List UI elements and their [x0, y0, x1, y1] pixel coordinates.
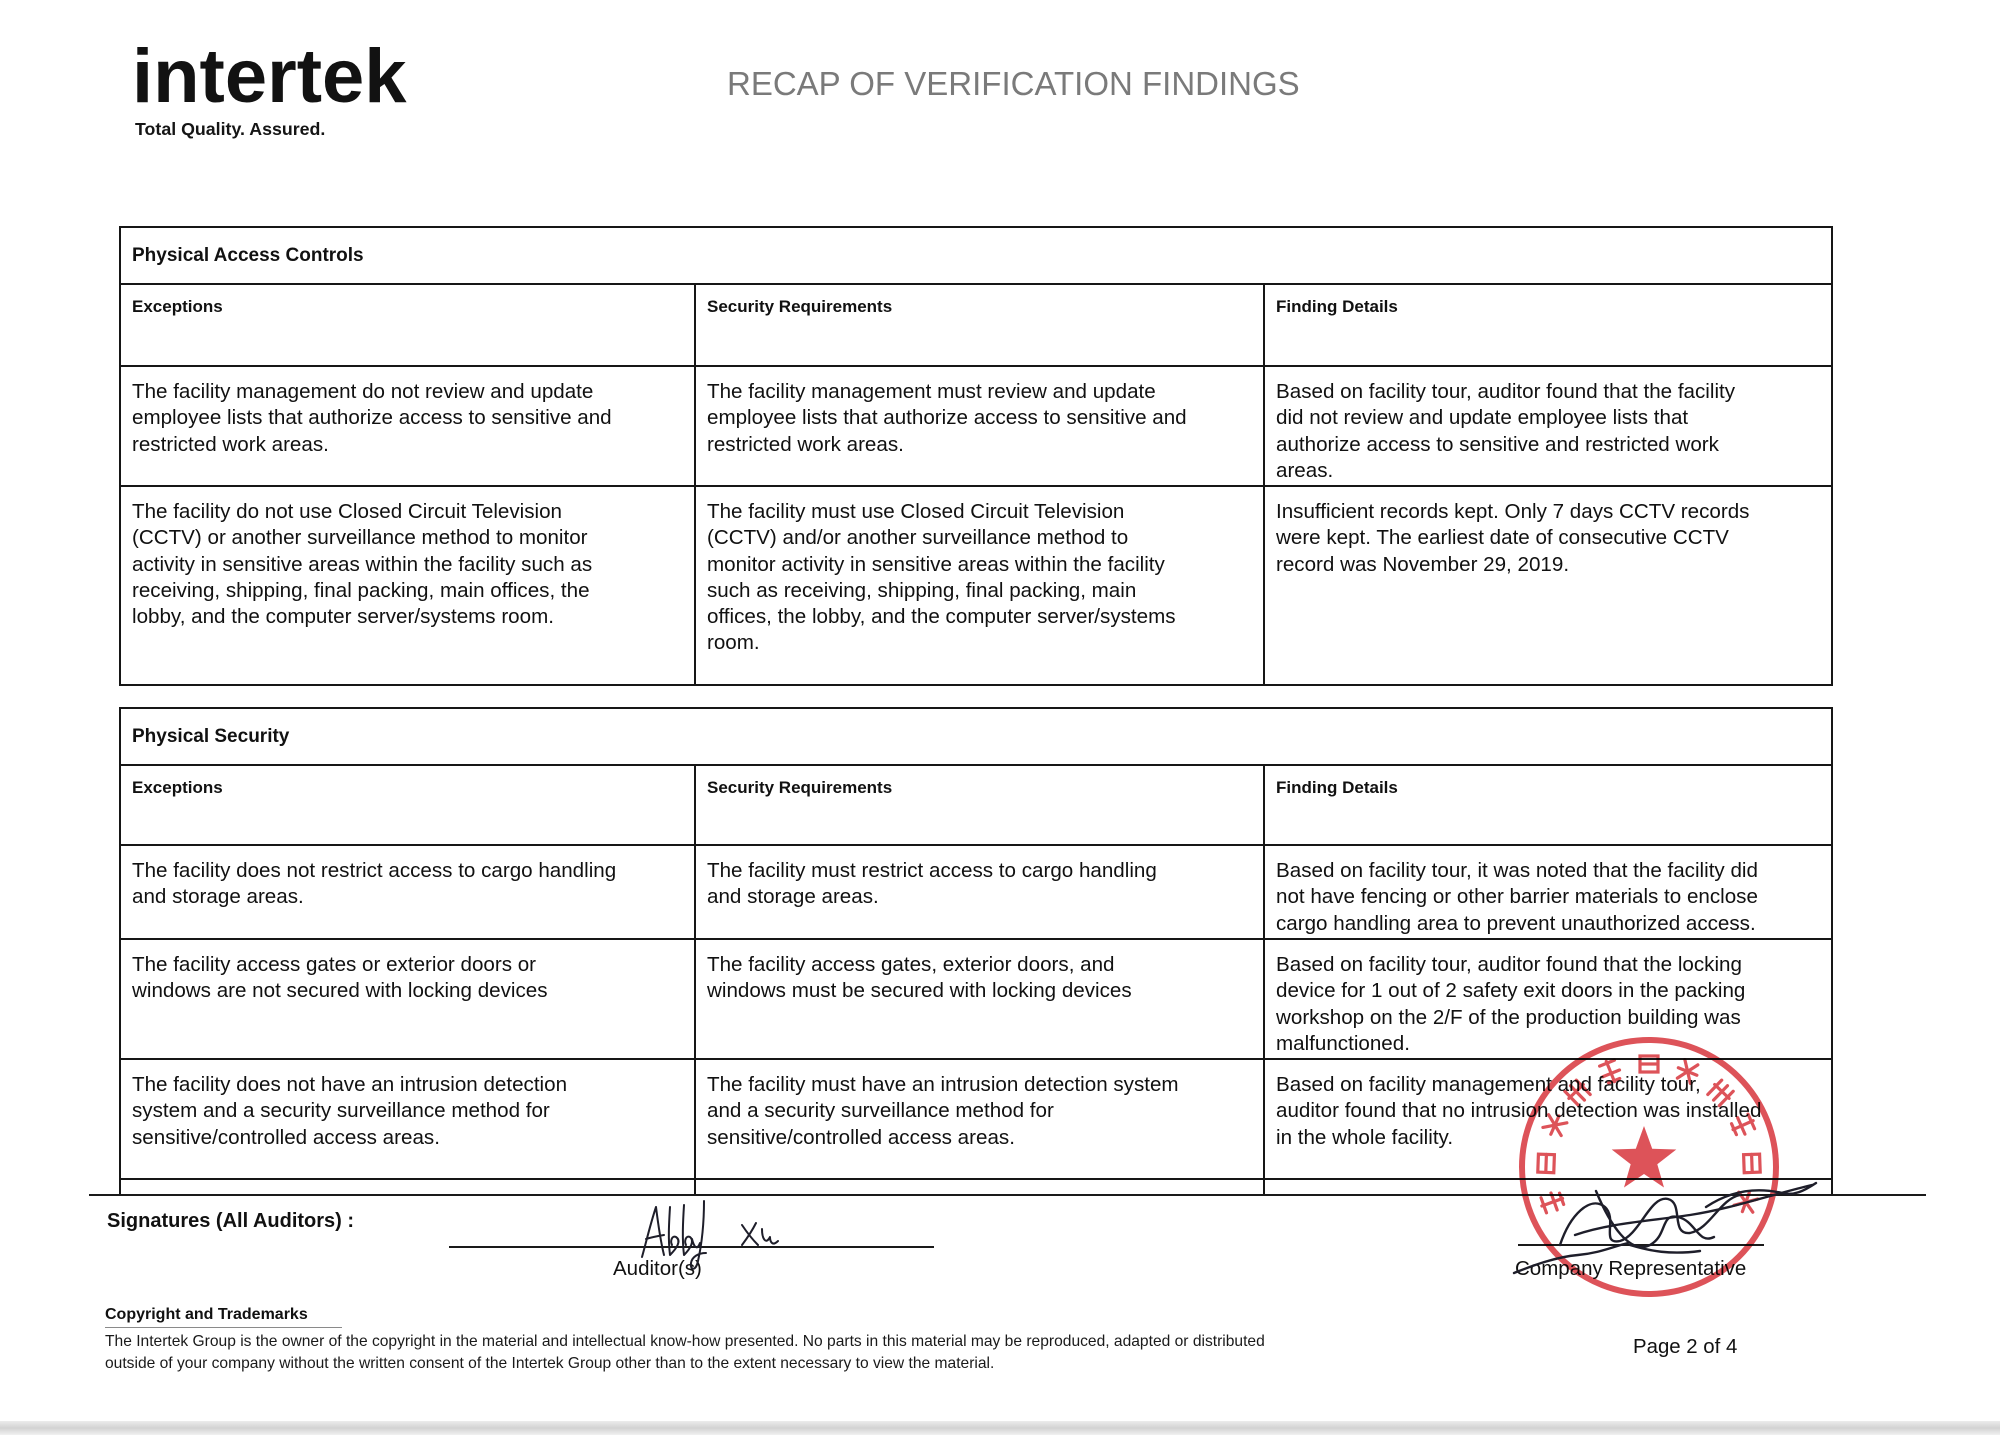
requirement-cell: The facility management must review and update employee lists that authorize access to sensitive and restricted work areas. — [696, 367, 1265, 487]
column-header-finding-details: Finding Details — [1265, 285, 1833, 367]
finding-cell: Based on facility tour, auditor found that the locking device for 1 out of 2 safety exit doors in the packing workshop on the 2/F of the production building was malfunctioned. — [1265, 940, 1833, 1060]
finding-cell: Insufficient records kept. Only 7 days CCTV records were kept. The earliest date of consecutive CCTV record was November 29, 2019. — [1265, 487, 1833, 686]
seal-glyph — [1598, 1058, 1623, 1085]
exception-cell: The facility does not have an intrusion detection system and a security surveillance method for sensitive/controlled access areas. — [121, 1060, 696, 1180]
physical-access-controls-table — [119, 226, 1833, 686]
requirement-cell: The facility must have an intrusion detection system and a security surveillance method for sensitive/controlled access areas. — [696, 1060, 1265, 1180]
section-title: Physical Access Controls — [121, 228, 1833, 285]
seal-glyph — [1640, 1056, 1658, 1072]
copyright-notice: The Intertek Group is the owner of the copyright in the material and intellectual know-how presented. No parts in this material may be reproduced, adapted or distributed outside of your company without the written consent of the Intertek Group other than to the extent necessary to view the material. — [105, 1333, 1265, 1372]
seal-glyph — [1675, 1058, 1701, 1084]
column-header-exceptions: Exceptions — [121, 766, 696, 846]
exception-cell: The facility do not use Closed Circuit Television (CCTV) or another surveillance method to monitor activity in sensitive areas within the facility such as receiving, shipping, final packing, main offices, the lobby, and the computer server/systems room. — [121, 487, 696, 686]
exception-cell: The facility access gates or exterior doors or windows are not secured with locking devices — [121, 940, 696, 1060]
continuation-cell — [696, 1180, 1265, 1195]
auditor-label: Auditor(s) — [613, 1257, 702, 1280]
company-representative-handwritten-signature — [1500, 1095, 1830, 1295]
requirement-cell: The facility must use Closed Circuit Television (CCTV) and/or another surveillance method to monitor activity in sensitive areas within the facility such as receiving, shipping, final packing, main offices, the lobby, and the computer server/systems room. — [696, 487, 1265, 686]
requirement-cell: The facility must restrict access to cargo handling and storage areas. — [696, 846, 1265, 940]
document-title: RECAP OF VERIFICATION FINDINGS — [727, 65, 1300, 102]
company-representative-label: Company Representative — [1515, 1257, 1747, 1280]
column-header-security-requirements: Security Requirements — [696, 285, 1265, 367]
scan-edge-shadow — [0, 1421, 2000, 1435]
column-header-exceptions: Exceptions — [121, 285, 696, 367]
auditor-handwritten-signature — [620, 1195, 800, 1280]
signature-stroke — [669, 1207, 679, 1255]
intertek-logo: intertek — [132, 34, 407, 119]
column-header-finding-details: Finding Details — [1265, 766, 1833, 846]
finding-cell: Based on facility tour, auditor found that the facility did not review and update employee lists that authorize access to sensitive and restricted work areas. — [1265, 367, 1833, 487]
requirement-cell: The facility access gates, exterior doors, and windows must be secured with locking devices — [696, 940, 1265, 1060]
copyright-heading: Copyright and Trademarks — [105, 1306, 308, 1323]
page-indicator: Page 2 of 4 — [1633, 1336, 1738, 1358]
signature-stroke — [1514, 1243, 1628, 1273]
section-title: Physical Security — [121, 709, 1833, 766]
continuation-cell — [121, 1180, 696, 1195]
exception-cell: The facility does not restrict access to cargo handling and storage areas. — [121, 846, 696, 940]
signature-stroke — [683, 1205, 692, 1255]
logo-tagline: Total Quality. Assured. — [135, 119, 326, 139]
signature-stroke — [1706, 1183, 1816, 1207]
finding-cell: Based on facility tour, it was noted that the facility did not have fencing or other barrier materials to enclose cargo handling area to prevent unauthorized access. — [1265, 846, 1833, 940]
exception-cell: The facility management do not review and update employee lists that authorize access to sensitive and restricted work areas. — [121, 367, 696, 487]
signature-stroke — [691, 1201, 706, 1269]
signature-stroke — [742, 1223, 778, 1245]
finding-cell: Based on facility management and facility tour, auditor found that no intrusion detection was installed in the whole facility. — [1265, 1060, 1833, 1180]
column-header-security-requirements: Security Requirements — [696, 766, 1265, 846]
copyright-heading-underline — [105, 1327, 342, 1328]
signature-stroke — [642, 1207, 664, 1257]
signatures-label: Signatures (All Auditors) : — [107, 1210, 355, 1232]
